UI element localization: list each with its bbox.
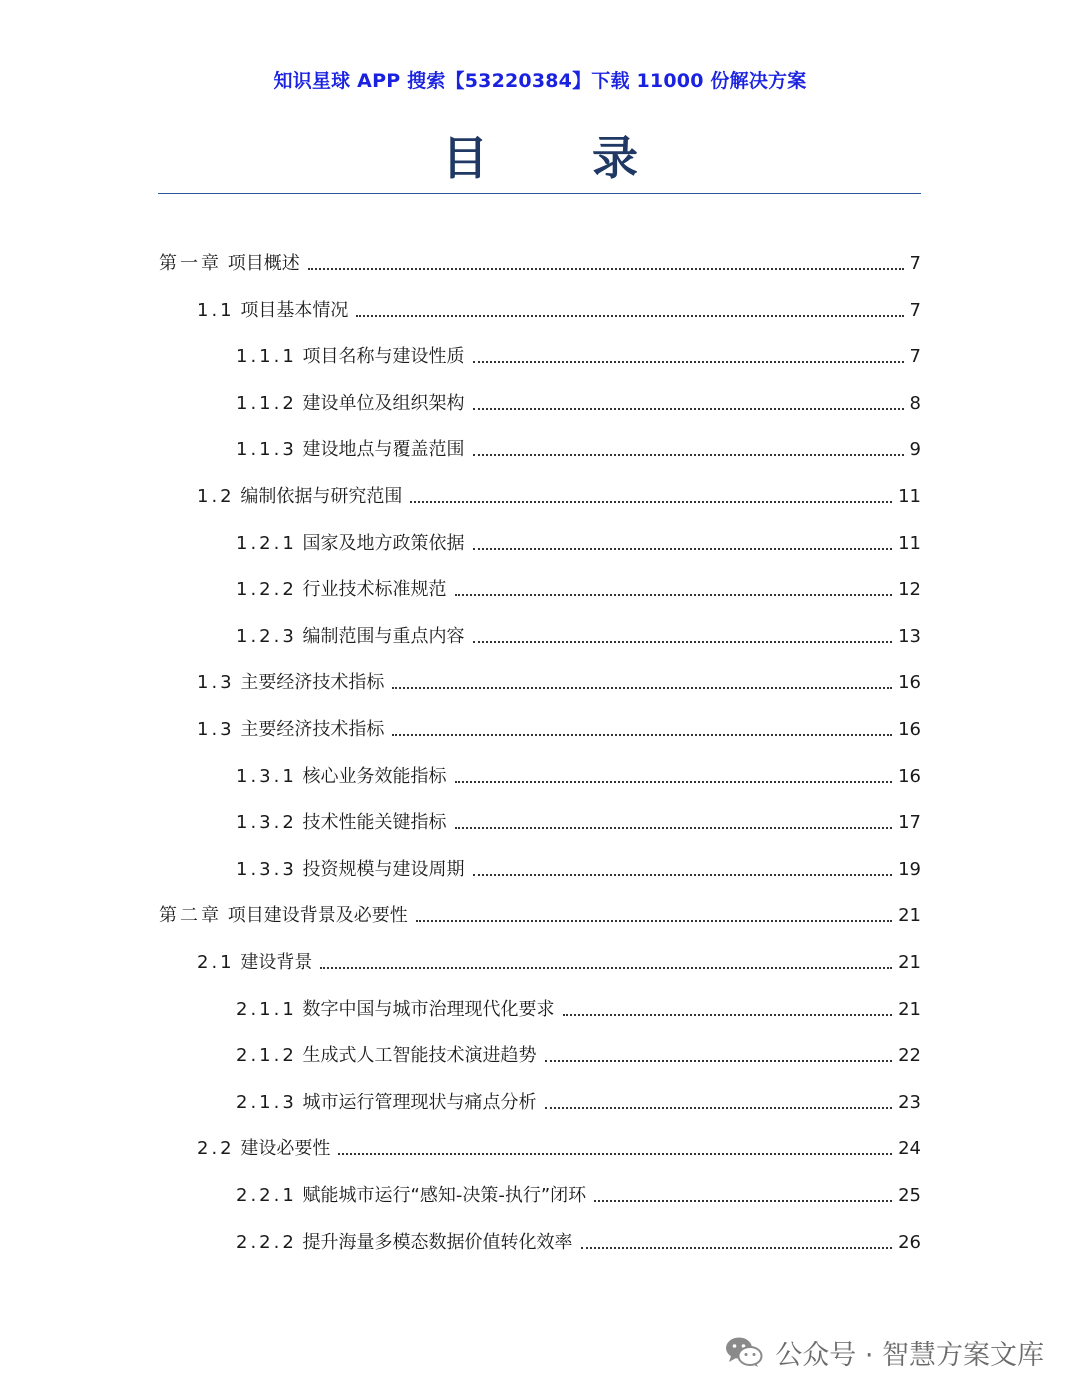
dot-leader [563,1014,893,1016]
toc-entry[interactable] [236,1172,921,1208]
toc-entry-number: 第二章 [159,905,222,927]
toc-entry-number: 1.3.1 [236,765,297,787]
toc-entry-title: 技术性能关键指标 [302,812,447,834]
toc-entry-page: 21 [898,952,921,973]
dot-leader [392,687,892,689]
wechat-icon [725,1336,763,1368]
toc-entry-page: 26 [898,1231,921,1253]
dot-leader [545,1060,893,1062]
toc-entry-page: 16 [898,719,921,740]
toc-entry-label [236,858,465,882]
toc-entry-title: 建设地点与覆盖范围 [302,439,465,461]
toc-entry-title: 主要经济技术指标 [240,719,385,740]
toc-entry-title: 行业技术标准规范 [302,579,447,601]
dot-leader [473,641,893,643]
toc-entry-label [236,998,555,1022]
dot-leader [455,781,893,783]
dot-leader [473,548,893,550]
watermark-text: 公众号 · 智慧方案文库 [775,1339,1044,1371]
toc-entry[interactable] [236,380,921,416]
toc-entry[interactable] [236,426,921,462]
dot-leader [473,408,904,410]
toc-entry[interactable] [236,799,921,835]
dot-leader [308,268,904,270]
toc-entry-page: 21 [898,905,921,927]
toc-entry-number: 1.3 [197,719,235,740]
toc-entry-title: 编制范围与重点内容 [302,625,465,647]
title-divider [158,193,921,194]
toc-entry[interactable] [197,1125,921,1161]
toc-entry-label [197,671,384,695]
download-banner: 知识星球 APP 搜索【53220384】下载 11000 份解决方案 [273,70,807,92]
dot-leader [338,1153,892,1155]
toc-entry[interactable] [236,520,921,556]
toc-entry-label [159,252,300,276]
toc-entry-page: 23 [898,1091,921,1113]
toc-entry-label [236,578,447,602]
dot-leader [320,967,892,969]
toc-entry[interactable] [236,1219,921,1255]
toc-entry-title: 主要经济技术指标 [240,672,385,694]
toc-entry-number: 2.1.3 [236,1091,297,1113]
toc-entry-title: 数字中国与城市治理现代化要求 [302,998,555,1020]
toc-entry-label [197,951,312,975]
page-title: 目 录 [441,131,682,185]
toc-entry[interactable] [197,287,921,323]
dot-leader [392,734,892,736]
dot-leader [473,361,904,363]
toc-entry-label [236,345,465,369]
dot-leader [416,920,892,922]
toc-entry-page: 21 [898,998,921,1020]
toc-entry-number: 1.1.2 [236,392,297,414]
toc-entry[interactable] [197,473,921,509]
toc-entry-page: 16 [898,672,921,694]
toc-entry-number: 1.1.3 [236,439,297,461]
toc-entry-number: 1.3.3 [236,858,297,880]
toc-entry-number: 1.2 [197,486,235,507]
toc-entry[interactable] [197,939,921,975]
toc-entry-number: 1.3.2 [236,812,297,834]
toc-entry-page: 12 [898,579,921,601]
toc-entry-title: 核心业务效能指标 [302,765,447,787]
toc-entry-title: 生成式人工智能技术演进趋势 [302,1045,537,1067]
toc-entry-label [236,1231,573,1255]
toc-entry-page: 7 [909,299,921,321]
toc-entry-title: 项目名称与建设性质 [302,346,465,368]
toc-entry-number: 2.1.1 [236,998,297,1020]
toc-entry-title: 建设背景 [240,952,313,973]
toc-entry-number: 2.2 [197,1138,235,1160]
toc-entry-number: 2.2.1 [236,1185,297,1206]
toc-entry-number: 1.2.3 [236,625,297,647]
dot-leader [581,1247,893,1249]
toc-entry-number: 1.2.1 [236,532,297,554]
toc-entry-number: 1.1.1 [236,346,297,368]
toc-entry[interactable] [197,706,921,742]
toc-entry-number: 2.1 [197,952,235,973]
toc-entry-title: 建设单位及组织架构 [302,392,465,414]
toc-entry-page: 24 [898,1138,921,1160]
toc-entry-label [236,438,465,462]
dot-leader [473,454,904,456]
toc-entry-number: 1.3 [197,672,235,694]
toc-entry-number: 第一章 [159,253,222,274]
toc-entry-page: 22 [898,1045,921,1067]
toc-entry-label [236,392,465,416]
toc-entry-label [236,811,447,835]
toc-entry-page: 11 [898,532,921,554]
dot-leader [410,501,892,503]
toc-entry[interactable] [236,846,921,882]
dot-leader [455,594,893,596]
toc-entry-number: 2.1.2 [236,1045,297,1067]
toc-entry-title: 提升海量多模态数据价值转化效率 [302,1231,573,1253]
toc-entry-title: 建设必要性 [240,1138,331,1160]
dot-leader [455,827,893,829]
dot-leader [594,1200,892,1202]
toc-entry-title: 项目概述 [227,253,300,274]
toc-entry-title: 编制依据与研究范围 [240,486,403,507]
toc-entry-label [197,299,348,323]
toc-entry-title: 赋能城市运行“感知-决策-执行”闭环 [302,1185,587,1206]
toc-entry-title: 项目基本情况 [240,299,349,321]
toc-entry-label [197,1137,330,1161]
toc-entry-label [197,485,402,509]
toc-entry[interactable] [236,333,921,369]
toc-entry-page: 19 [898,858,921,880]
toc-entry-label [197,718,384,742]
toc-entry[interactable] [197,659,921,695]
toc-entry[interactable] [236,1079,921,1115]
toc-entry-number: 1.2.2 [236,579,297,601]
toc-entry-label [236,532,465,556]
wechat-watermark [725,1332,1044,1372]
toc-entry-label [236,1184,586,1208]
toc-entry-number: 2.2.2 [236,1231,297,1253]
dot-leader [356,315,903,317]
toc-entry-number: 1.1 [197,299,235,321]
toc-entry-page: 17 [898,812,921,834]
dot-leader [473,874,893,876]
toc-entry[interactable] [236,986,921,1022]
toc-entry[interactable] [159,240,921,276]
toc-entry-page: 7 [909,346,921,368]
dot-leader [545,1107,893,1109]
toc-entry-page: 16 [898,765,921,787]
toc-entry-page: 13 [898,625,921,647]
toc-entry-label [236,1091,537,1115]
toc-entry-page: 9 [909,439,921,461]
toc-entry[interactable] [236,613,921,649]
toc-entry-label [236,625,465,649]
toc-entry-page: 11 [898,486,921,507]
toc-entry[interactable] [236,1032,921,1068]
toc-entry-title: 项目建设背景及必要性 [227,905,408,927]
toc-entry-label [236,765,447,789]
toc-entry-page: 7 [909,253,921,274]
toc-entry-page: 8 [909,392,921,414]
toc-entry-label [236,1044,537,1068]
toc-entry-title: 国家及地方政策依据 [302,532,465,554]
toc-entry[interactable] [236,753,921,789]
toc-entry[interactable] [159,892,921,928]
toc-entry-title: 投资规模与建设周期 [302,858,465,880]
toc-entry-label [159,904,408,928]
toc-entry-page: 25 [898,1185,921,1206]
toc-entry[interactable] [236,566,921,602]
toc-entry-title: 城市运行管理现状与痛点分析 [302,1091,537,1113]
